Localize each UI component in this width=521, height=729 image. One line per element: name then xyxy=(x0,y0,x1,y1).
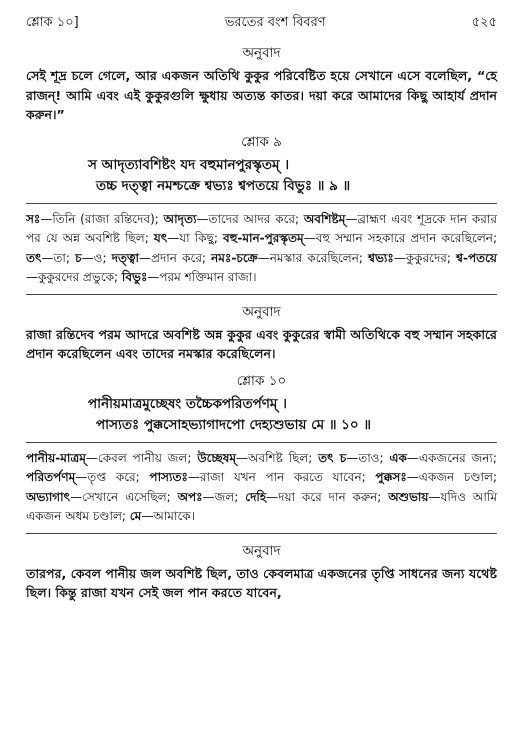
term-meaning: —তাও; xyxy=(346,450,390,465)
verse-9-title: শ্লোক ৯ xyxy=(241,133,282,150)
term-meaning: —তিনি (রাজা রন্তিদেব); xyxy=(40,211,164,226)
sanskrit-term: মে xyxy=(129,509,142,523)
divider xyxy=(26,203,497,204)
sanskrit-term: দেহি xyxy=(245,489,267,504)
term-meaning: —ও; xyxy=(81,250,112,265)
sanskrit-term: শ্বভ্যঃ xyxy=(368,250,394,265)
sanskrit-term: বিভুঃ xyxy=(121,270,148,284)
term-meaning: —যদিও আমি একজন অধম চণ্ডাল; xyxy=(26,489,497,523)
sanskrit-term: পরিতর্পণম্ xyxy=(26,470,76,484)
sanskrit-term: পাস্যতঃ xyxy=(149,470,188,484)
term-meaning: —নমস্কার করেছিলেন; xyxy=(257,250,369,265)
header-page-number: ৫২৫ xyxy=(471,15,497,30)
verse-10-text xyxy=(88,394,497,436)
sanskrit-term: পুক্কসঃ xyxy=(375,470,407,484)
term-meaning: —কুকুরদের প্রভুকে; xyxy=(26,270,122,284)
sanskrit-term: যৎ xyxy=(153,231,168,245)
divider xyxy=(26,442,497,443)
header-verse-ref: শ্লোক ১০] xyxy=(26,15,79,30)
term-meaning: —যা কিছু; xyxy=(167,231,224,245)
sanskrit-term: অবশিষ্টম্ xyxy=(303,211,346,226)
sanskrit-term: দত্ত্বা xyxy=(111,250,140,265)
term-meaning: —প্রদান করে; xyxy=(139,250,212,265)
divider xyxy=(26,294,497,295)
sanskrit-term: চ xyxy=(75,250,82,265)
translation-paragraph-3: তারপর, কেবল পানীয় জল অবশিষ্ট ছিল, তাও কেবলমাত্র একজনের তৃপ্তি সাধনের জন্য যথেষ্ট ছিল। কিন্তু রাজা যখন সেই জল পান করতে যাবেন, xyxy=(26,565,497,600)
sanskrit-term: বহু-মান-পুরস্কৃতম্ xyxy=(223,231,304,245)
term-meaning: —পরম শক্তিমান রাজা। xyxy=(147,270,257,284)
sanskrit-term: নমঃ-চক্রে xyxy=(211,250,258,265)
term-meaning: —তৃপ্ত করে; xyxy=(75,470,150,484)
verse-9-text xyxy=(88,155,497,197)
header-chapter-title: ভরতের বংশ বিবরণ xyxy=(224,15,326,30)
verse-10-title: শ্লোক ১০ xyxy=(236,372,287,389)
term-meaning: —কুকুরদের; xyxy=(393,250,457,265)
sanskrit-term: এক xyxy=(389,450,407,465)
term-meaning: —দয়া করে দান করুন; xyxy=(266,489,389,504)
verse-9-line-1: স আদৃত্যাবশিষ্টং যদ বহুমানপুরস্কৃতম্ । xyxy=(88,156,290,173)
divider xyxy=(26,533,497,534)
term-meaning: —তা; xyxy=(41,250,76,265)
term-meaning: —বহু সম্মান সহকারে প্রদান করেছিলেন; xyxy=(303,231,497,245)
sanskrit-term: আদৃত্য xyxy=(163,211,197,226)
term-meaning: —অবশিষ্ট ছিল; xyxy=(236,450,319,465)
sanskrit-term: অশুভায় xyxy=(388,489,429,504)
verse-9-line-2: তচ্চ দত্ত্বা নমশ্চক্রে শ্বভ্যঃ শ্বপতয়ে বিভুঃ ॥ ৯ ॥ xyxy=(96,177,351,194)
sanskrit-term: অভ্যাগাৎ xyxy=(26,489,71,504)
term-meaning: —একজনের জন্য; xyxy=(406,450,497,465)
sanskrit-term: সঃ xyxy=(26,211,41,226)
term-meaning: —জল; xyxy=(202,489,246,504)
term-meaning: —কেবল পানীয় জল; xyxy=(85,450,198,465)
verse-10-line-1: পানীয়মাত্রমুচ্ছেষং তচ্চৈকপরিতর্পণম্ । xyxy=(88,395,287,412)
term-meaning: —তাদের আদর করে; xyxy=(196,211,304,226)
translation-heading-2: অনুবাদ xyxy=(242,303,281,320)
sanskrit-term: পানীয়-মাত্রম্ xyxy=(26,450,86,465)
sanskrit-term: উচ্ছেষম্ xyxy=(197,450,237,465)
sanskrit-term: অপঃ xyxy=(177,489,203,504)
word-for-word-10 xyxy=(26,449,497,527)
translation-heading-3: অনুবাদ xyxy=(242,542,281,559)
term-meaning: —সেখানে এসেছিল; xyxy=(70,489,178,504)
term-meaning: —আমাকে। xyxy=(141,509,195,523)
verse-10-line-2: পাস্যতঃ পুক্কসোহভ্যাগাদপো দেহ্যশুভায় মে ॥ ১০ ॥ xyxy=(96,416,372,433)
term-meaning: —ব্রাহ্মণ এবং শূদ্রকে দান করার পর যে অন্ন অবশিষ্ট ছিল; xyxy=(26,211,497,245)
word-for-word-9 xyxy=(26,210,497,288)
running-header xyxy=(26,14,497,36)
sanskrit-term: তৎ xyxy=(26,250,42,265)
translation-heading-1: অনুবাদ xyxy=(242,45,281,61)
term-meaning: —রাজা যখন পান করতে যাবেন; xyxy=(187,470,376,484)
sanskrit-term: তৎ চ xyxy=(318,450,347,465)
term-meaning: —একজন চণ্ডাল; xyxy=(406,470,497,484)
sanskrit-term: শ্ব-পতয়ে xyxy=(456,250,497,265)
translation-paragraph-2: রাজা রন্তিদেব পরম আদরে অবশিষ্ট অন্ন কুকুর এবং কুকুরের স্বামী অতিথিকে বহু সম্মান সহকারে প্রদান করেছিলেন এবং তাদের নমস্কার করেছিলেন। xyxy=(26,326,497,361)
translation-paragraph-1: সেই শূদ্র চলে গেলে, আর একজন অতিথি কুকুর পরিবেষ্টিত হয়ে সেখানে এসে বলেছিল, “হে রাজন্! আমি এবং এই কুকুরগুলি ক্ষুধায় অত্যন্ত কাতর। দয়া করে আমাদের কিছু আহার্য প্রদান করুন।” xyxy=(26,68,497,122)
